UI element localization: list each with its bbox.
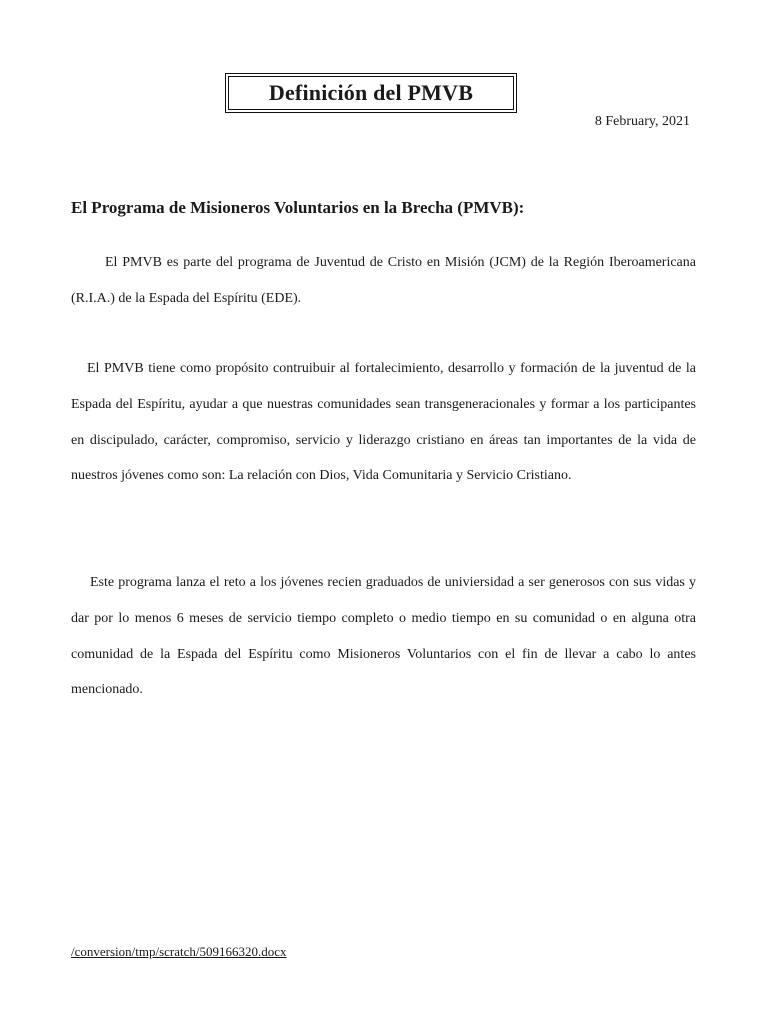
paragraph-1: El PMVB es parte del programa de Juventud de Cristo en Misión (JCM) de la Región Iberoamericana (R.I.A.) de la Espada del Espíritu (EDE). [71,255,696,306]
footer-file-path[interactable]: /conversion/tmp/scratch/509166320.docx [71,944,287,959]
paragraph-2: El PMVB tiene como propósito contruibuir al fortalecimiento, desarrollo y formación de la juventud de la Espada del Espíritu, ayudar a que nuestras comunidades sean transgeneracionales y formar a los participantes en discipulado, carácter, compromiso, servicio y liderazgo cristiano en áreas tan importantes de la vida de nuestros jóvenes como son: La relación con Dios, Vida Comunitaria y Servicio Cristiano. [71,361,696,484]
document-title: Definición del PMVB [228,76,514,110]
section-heading: El Programa de Misioneros Voluntarios en la Brecha (PMVB): [71,198,525,217]
title-box [225,73,517,113]
paragraph-3: Este programa lanza el reto a los jóvenes recien graduados de univiersidad a ser generosos con sus vidas y dar por lo menos 6 meses de servicio tiempo completo o medio tiempo en su comunidad o en alguna otra comunidad de la Espada del Espíritu como Misioneros Voluntarios con el fin de llevar a cabo lo antes mencionado. [71,575,696,698]
document-date: 8 February, 2021 [594,114,690,129]
